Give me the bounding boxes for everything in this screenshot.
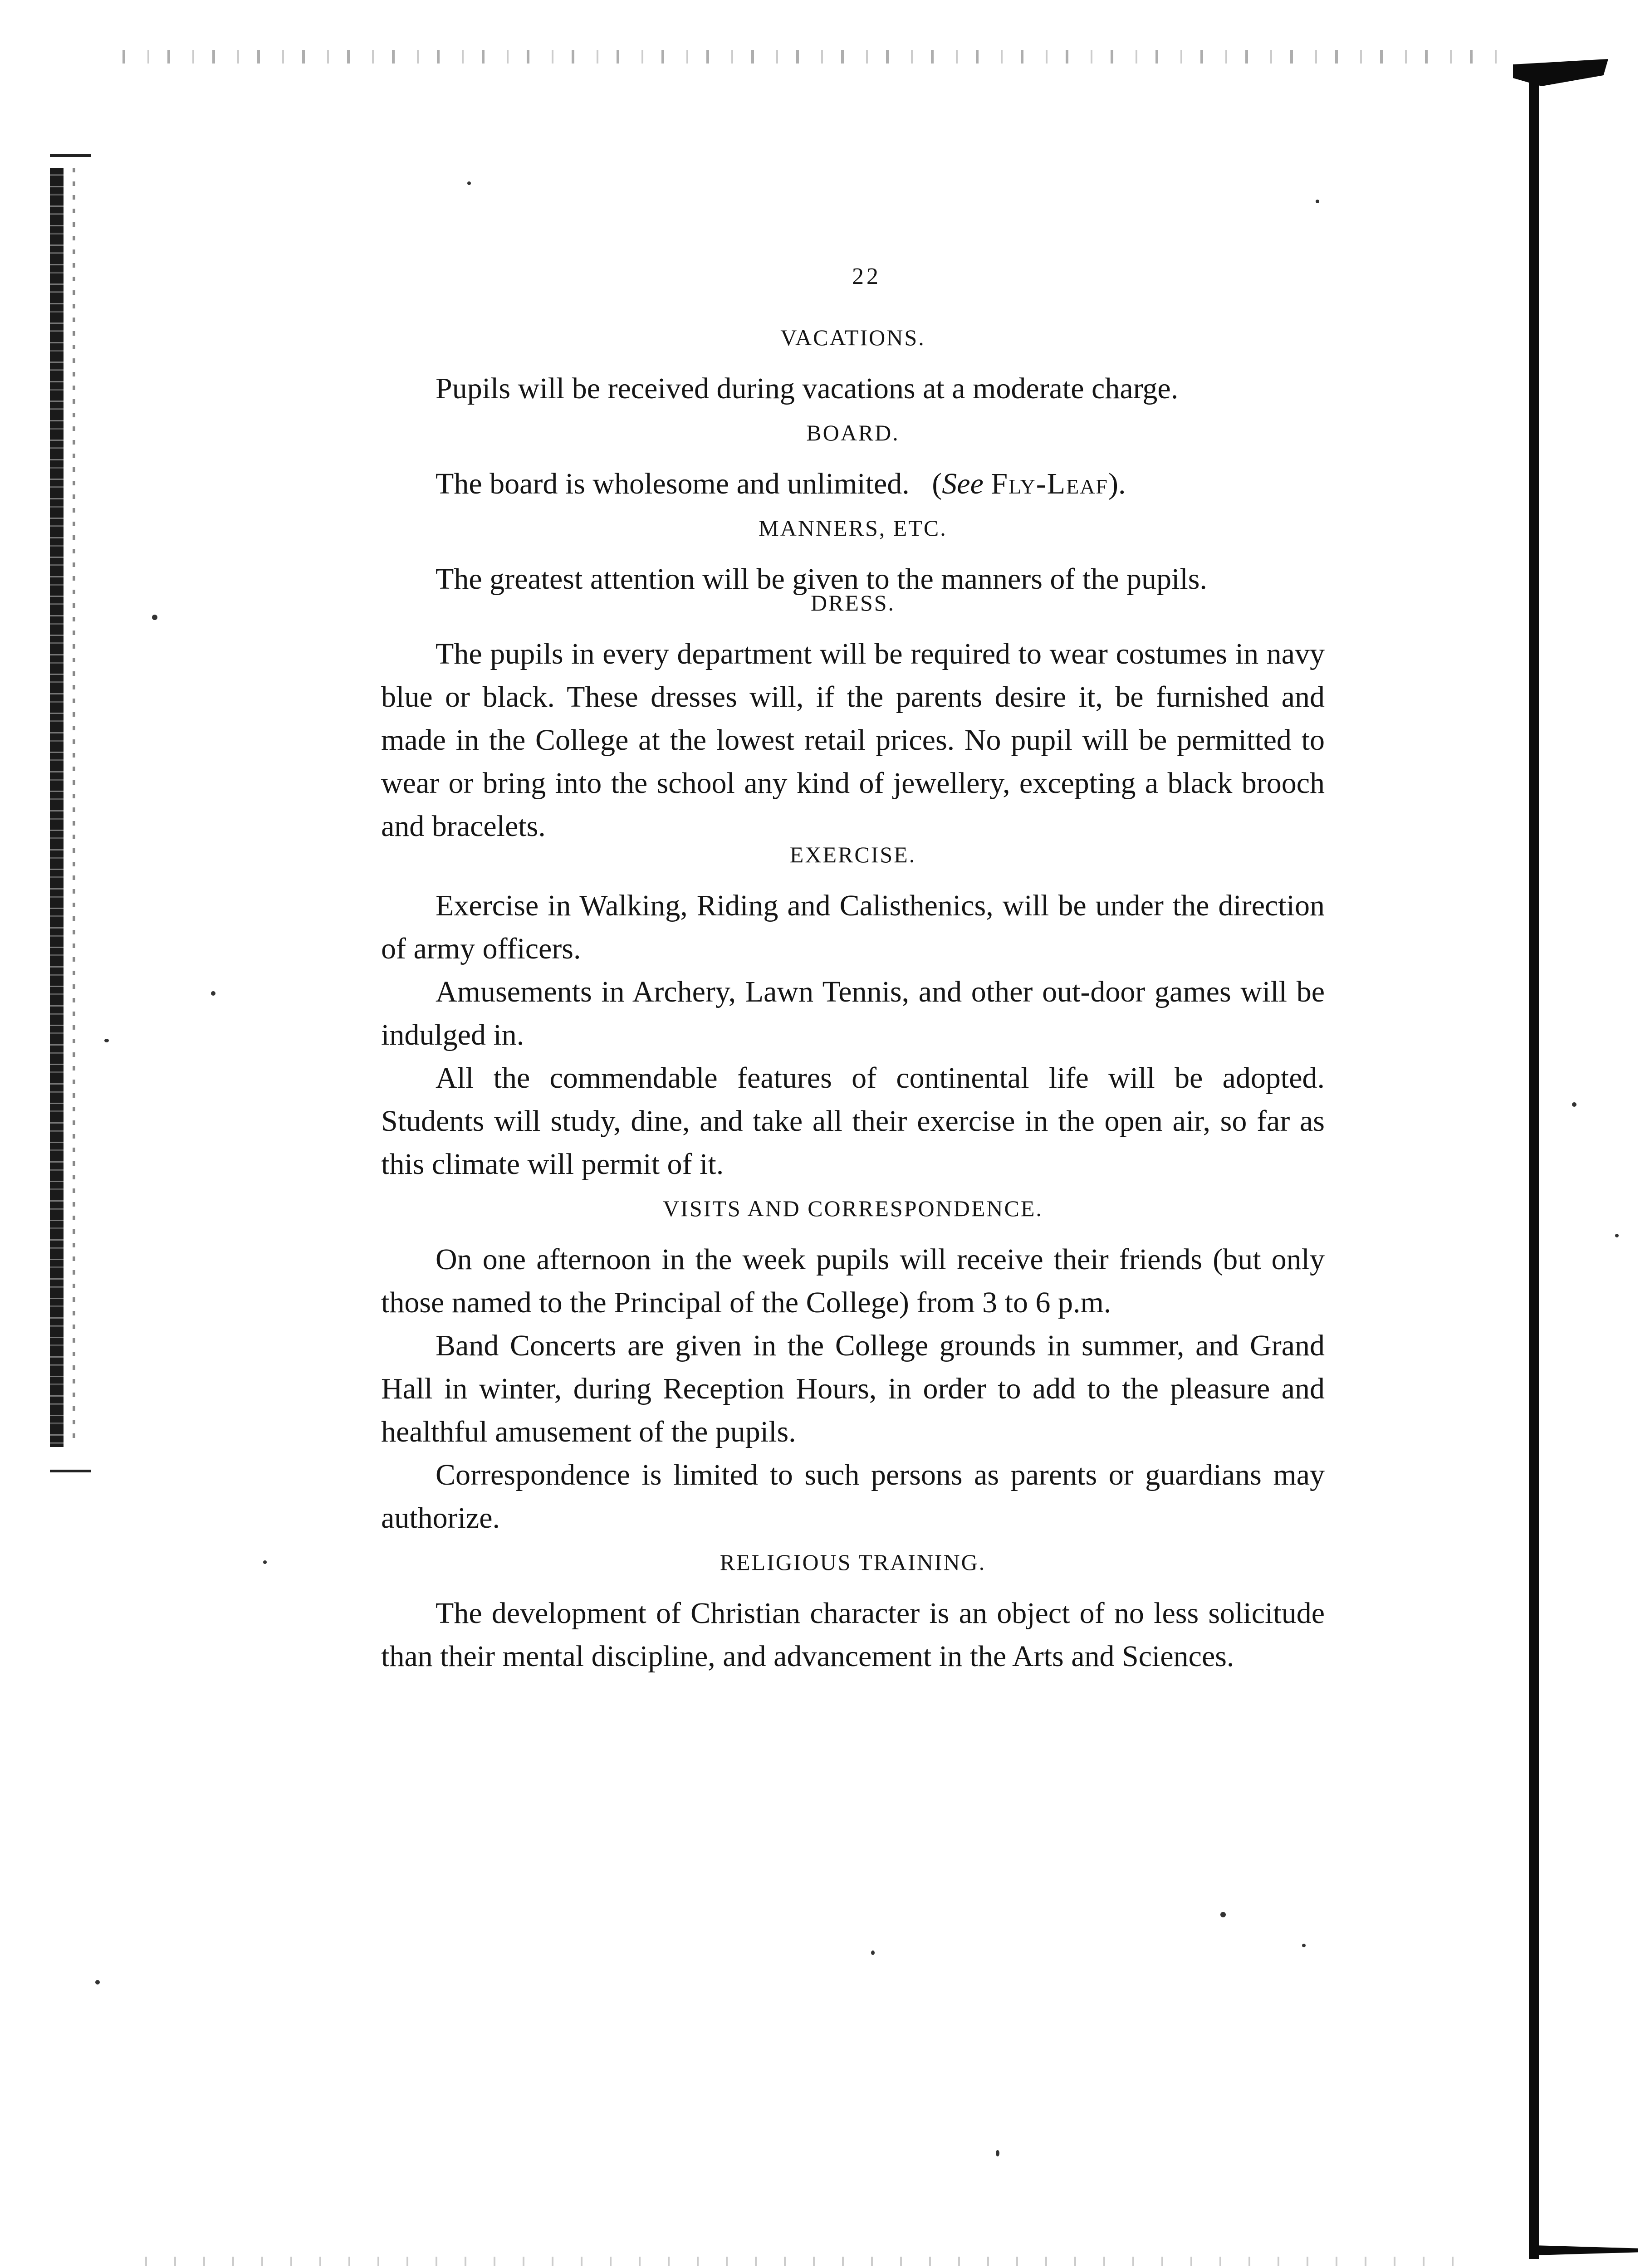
paragraph-exercise-1: Exercise in Walking, Riding and Calisthenics, will be under the direction of army officers. [381, 889, 1325, 965]
heading-religious: RELIGIOUS TRAINING. [720, 1549, 986, 1575]
scan-speck [1316, 200, 1319, 203]
scan-binding-edge-left [50, 168, 64, 1447]
scan-corner-shadow-bottom [1533, 2245, 1638, 2255]
paragraph-visits-1: On one afternoon in the week pupils will receive their friends (but only those named to the Principal of the College) from 3 to 6 p.m. [381, 1243, 1325, 1319]
document-body [381, 263, 1325, 1678]
scan-speck [263, 1560, 267, 1564]
scan-speck [95, 1980, 100, 1984]
scan-edge-tick [50, 154, 91, 157]
heading-exercise: EXERCISE. [789, 842, 916, 867]
page-number: 22 [852, 264, 881, 289]
heading-visits: VISITS AND CORRESPONDENCE. [663, 1196, 1043, 1221]
open-paren: ( [932, 467, 942, 500]
scan-speck [871, 1950, 875, 1955]
heading-vacations: VACATIONS. [780, 325, 925, 350]
see-reference: See [942, 467, 984, 500]
scan-speck [152, 615, 157, 620]
paragraph-manners: The greatest attention will be given to the manners of the pupils. [436, 562, 1207, 596]
paragraph-religious: The development of Christian character is an object of no less solicitude than their mental discipline, and advancement in the Arts and Sciences. [381, 1597, 1325, 1673]
paragraph-dress: The pupils in every department will be required to wear costumes in navy blue or black. These dresses will, if the parents desire it, be furnished and made in the College at the lowest retail prices. No pupil will be permitted to wear or bring into the school any kind of jewellery, excepting a black brooch and bracelets. [381, 637, 1325, 843]
scan-speck [211, 991, 215, 996]
scan-binding-shadow-right [1529, 64, 1539, 2259]
scan-speck [996, 2150, 999, 2156]
scan-edge-tick [50, 1470, 91, 1472]
heading-board: BOARD. [806, 420, 900, 445]
scan-speck [1302, 1944, 1306, 1947]
scan-corner-shadow-top [1513, 59, 1608, 86]
scan-binding-line-left [73, 168, 75, 1447]
fly-leaf-reference: Fly-Leaf [991, 467, 1108, 500]
scan-speck [467, 181, 471, 185]
paragraph-vacations: Pupils will be received during vacations at a moderate charge. [436, 372, 1179, 405]
heading-manners: MANNERS, ETC. [759, 515, 947, 541]
board-text: The board is wholesome and unlimited. [436, 467, 910, 500]
scan-speck [104, 1039, 109, 1042]
paragraph-visits-2: Band Concerts are given in the College grounds in summer, and Grand Hall in winter, during Reception Hours, in order to add to the pleasure and healthful amusement of the pupils. [381, 1329, 1325, 1448]
scan-top-edge [104, 50, 1511, 64]
scan-speck [1615, 1234, 1619, 1237]
scan-speck [1220, 1912, 1226, 1917]
paragraph-exercise-2: Amusements in Archery, Lawn Tennis, and other out-door games will be indulged in. [381, 975, 1325, 1051]
scan-speck [1572, 1102, 1576, 1107]
close-paren: ). [1108, 467, 1126, 500]
paragraph-visits-3: Correspondence is limited to such persons as parents or guardians may authorize. [381, 1458, 1325, 1535]
paragraph-exercise-3: All the commendable features of continental life will be adopted. Students will study, dine, and take all their exercise in the open air, so far as this climate will permit of it. [381, 1061, 1325, 1181]
heading-dress: DRESS. [810, 590, 896, 616]
scan-bottom-edge [118, 2257, 1479, 2266]
paragraph-board [381, 462, 1325, 505]
